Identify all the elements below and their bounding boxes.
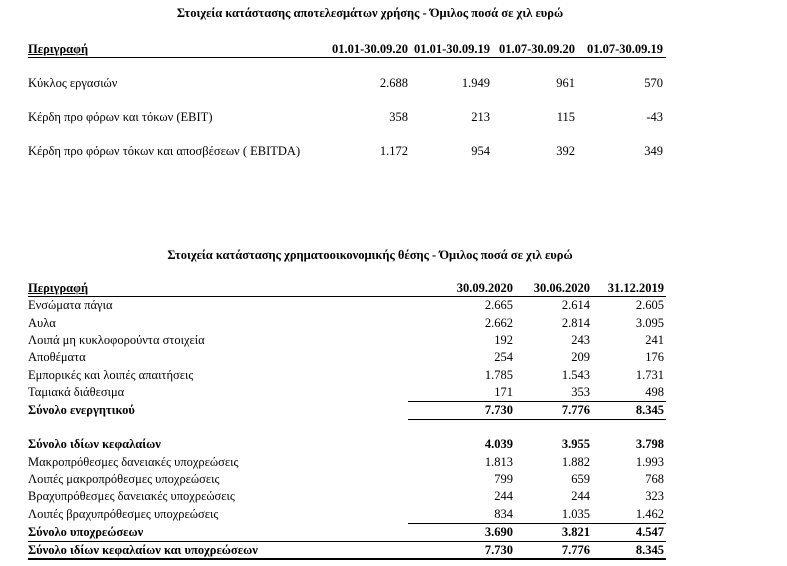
row-value: 799	[494, 472, 513, 486]
double-total-rule	[28, 558, 666, 560]
row-value: 3.798	[635, 437, 664, 451]
row-value: 244	[494, 489, 513, 503]
row-value: 7.776	[561, 403, 590, 417]
subtotal-rule	[408, 401, 666, 402]
table-row	[28, 489, 668, 505]
row-value: 7.730	[484, 543, 513, 557]
row-value: 3.955	[561, 437, 590, 451]
total-equity-row	[28, 437, 668, 453]
row-value: 115	[556, 110, 575, 124]
row-value: 1.949	[461, 76, 490, 90]
row-value: 768	[645, 472, 664, 486]
row-value: 3.821	[561, 525, 590, 539]
row-description: Κέρδη προ φόρων τόκων και αποσβέσεων ( EBITDA)	[28, 144, 301, 158]
income-statement-header-row	[28, 42, 668, 58]
row-description: Σύνολο ιδίων κεφαλαίων και υποχρεώσεων	[28, 543, 258, 557]
row-value: 349	[644, 144, 663, 158]
row-value: 244	[571, 489, 590, 503]
row-value: -43	[646, 110, 663, 124]
table-row	[28, 144, 668, 160]
header-col-2: 30.06.2020	[533, 281, 590, 295]
financial-position-header-row	[28, 281, 668, 297]
position-header-rule	[28, 296, 666, 297]
table-row	[28, 507, 668, 523]
row-description: Εμπορικές και λοιπές απαιτήσεις	[28, 368, 194, 382]
table-row	[28, 368, 668, 384]
row-value: 2.614	[561, 298, 590, 312]
row-value: 1.813	[484, 455, 513, 469]
row-value: 1.993	[635, 455, 664, 469]
total-assets-row	[28, 403, 668, 419]
total-equity-liabilities-row	[28, 543, 668, 559]
row-value: 7.730	[484, 403, 513, 417]
row-value: 1.543	[561, 368, 590, 382]
row-description: Λοιπές μακροπρόθεσμες υποχρεώσεις	[28, 472, 220, 486]
table-row	[28, 298, 668, 314]
row-value: 243	[571, 333, 590, 347]
row-value: 1.785	[484, 368, 513, 382]
row-value: 1.462	[635, 507, 664, 521]
row-description: Μακροπρόθεσμες δανειακές υποχρεώσεις	[28, 455, 239, 469]
table-row	[28, 316, 668, 332]
row-value: 1.731	[635, 368, 664, 382]
row-value: 8.345	[635, 543, 664, 557]
row-value: 323	[645, 489, 664, 503]
row-value: 4.547	[635, 525, 664, 539]
row-description: Λοιπές βραχυπρόθεσμες υποχρεώσεις	[28, 507, 219, 521]
row-value: 392	[556, 144, 575, 158]
row-value: 498	[645, 385, 664, 399]
header-col-1: 30.09.2020	[456, 281, 513, 295]
row-value: 954	[471, 144, 490, 158]
row-value: 241	[645, 333, 664, 347]
row-value: 1.882	[561, 455, 590, 469]
row-value: 1.035	[561, 507, 590, 521]
income-header-rule	[28, 57, 666, 58]
row-description: Ενσώματα πάγια	[28, 298, 113, 312]
table-row	[28, 350, 668, 366]
row-value: 2.605	[635, 298, 664, 312]
row-value: 3.095	[635, 316, 664, 330]
row-description: Ταμιακά διάθεσιμα	[28, 385, 125, 399]
header-col-3: 31.12.2019	[607, 281, 664, 295]
table-row	[28, 455, 668, 471]
row-value: 8.345	[635, 403, 664, 417]
table-row	[28, 472, 668, 488]
row-value: 353	[571, 385, 590, 399]
row-value: 659	[571, 472, 590, 486]
header-col-2: 01.01-30.09.19	[413, 42, 490, 56]
total-rule	[28, 541, 666, 542]
row-description: Αποθέματα	[28, 350, 86, 364]
table-row	[28, 333, 668, 349]
row-value: 7.776	[561, 543, 590, 557]
income-statement-title: Στοιχεία κατάστασης αποτελεσμάτων χρήσης - Όμιλος ποσά σε χιλ ευρώ	[176, 6, 564, 20]
row-description: Σύνολο ενεργητικού	[28, 403, 135, 417]
row-value: 171	[494, 385, 513, 399]
row-description: Λοιπά μη κυκλοφορούντα στοιχεία	[28, 333, 205, 347]
table-row	[28, 110, 668, 126]
row-value: 1.172	[379, 144, 408, 158]
row-value: 192	[494, 333, 513, 347]
row-value: 254	[494, 350, 513, 364]
header-description: Περιγραφή	[28, 42, 89, 56]
row-value: 570	[644, 76, 663, 90]
row-value: 2.814	[561, 316, 590, 330]
row-value: 834	[494, 507, 513, 521]
row-value: 3.690	[484, 525, 513, 539]
table-row	[28, 76, 668, 92]
total-liabilities-row	[28, 525, 668, 541]
row-description: Βραχυπρόθεσμες δανειακές υποχρεώσεις	[28, 489, 235, 503]
row-value: 213	[471, 110, 490, 124]
row-value: 176	[645, 350, 664, 364]
row-value: 4.039	[484, 437, 513, 451]
header-col-4: 01.07-30.09.19	[586, 42, 663, 56]
row-value: 209	[571, 350, 590, 364]
header-col-1: 01.01-30.09.20	[331, 42, 408, 56]
financial-position-title: Στοιχεία κατάστασης χρηματοοικονομικής θέσης - Όμιλος ποσά σε χιλ ευρώ	[167, 248, 573, 262]
row-description: Κέρδη προ φόρων και τόκων (EBIT)	[28, 110, 213, 124]
row-description: Κύκλος εργασιών	[28, 76, 118, 90]
row-description: Σύνολο υποχρεώσεων	[28, 525, 144, 539]
row-value: 961	[556, 76, 575, 90]
subtotal-rule	[408, 523, 666, 524]
row-value: 2.688	[379, 76, 408, 90]
row-description: Σύνολο ιδίων κεφαλαίων	[28, 437, 161, 451]
total-rule	[408, 419, 666, 420]
header-col-3: 01.07-30.09.20	[498, 42, 575, 56]
row-value: 358	[389, 110, 408, 124]
row-value: 2.665	[484, 298, 513, 312]
row-description: Αυλα	[28, 316, 56, 330]
row-value: 2.662	[484, 316, 513, 330]
header-description: Περιγραφή	[28, 281, 89, 295]
table-row	[28, 385, 668, 401]
